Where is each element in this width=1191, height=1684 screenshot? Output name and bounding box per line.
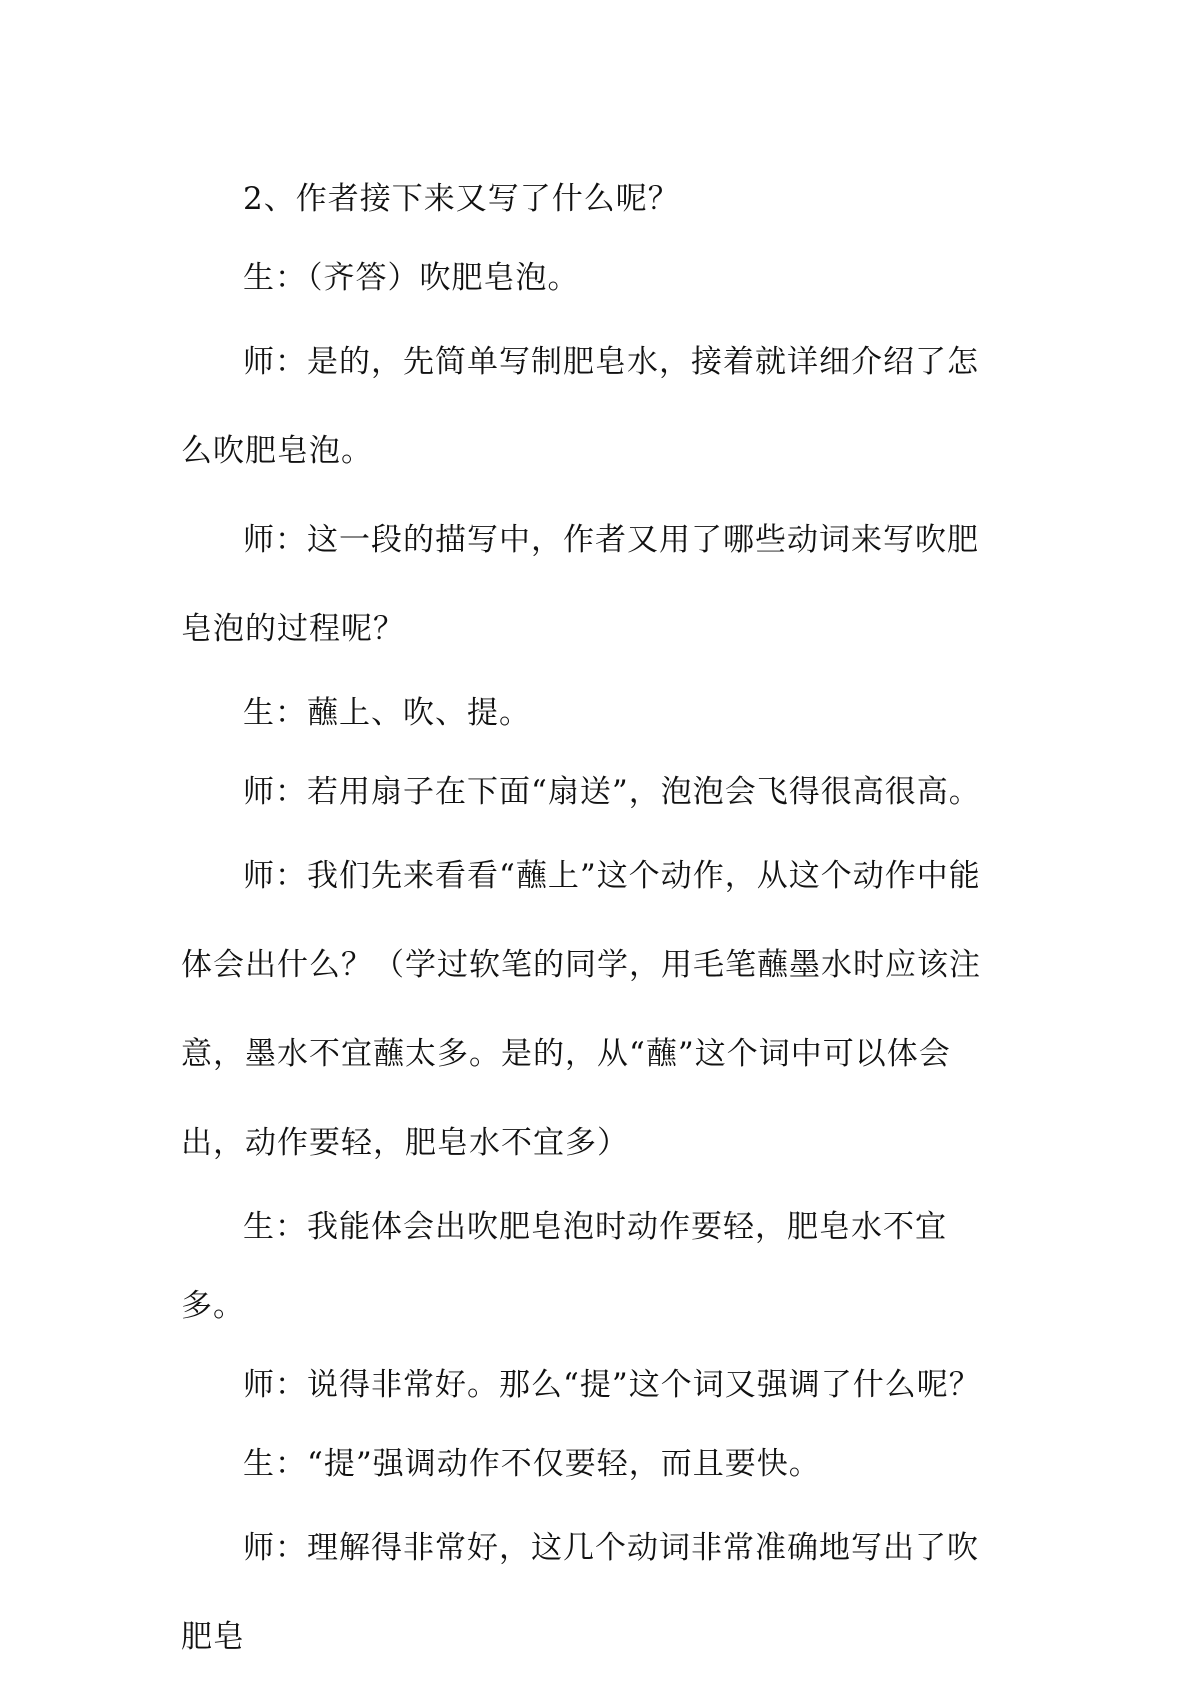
paragraph-7: 师：我们先来看看“蘸上”这个动作，从这个动作中能体会出什么？（学过软笔的同学，用毛笔蘸墨水时应该注意，墨水不宜蘸太多。是的，从“蘸”这个词中可以体会出，动作要轻，肥皂水不宜多）: [181, 858, 981, 1161]
paragraph-11: 师：理解得非常好，这几个动词非常准确地写出了吹肥皂: [181, 1530, 979, 1655]
paragraph-1: 2、作者接下来又写了什么呢？: [243, 181, 680, 217]
paragraph-2: 生：（齐答）吹肥皂泡。: [243, 260, 580, 296]
paragraph-10: 生：“提”强调动作不仅要轻，而且要快。: [243, 1446, 821, 1482]
document-body: [181, 160, 1001, 1682]
paragraph-3: 师：是的，先简单写制肥皂水，接着就详细介绍了怎么吹肥皂泡。: [181, 344, 979, 469]
paragraph-6: 师：若用扇子在下面“扇送”，泡泡会飞得很高很高。: [243, 774, 981, 810]
paragraph-5: 生：蘸上、吹、提。: [243, 695, 531, 731]
paragraph-8: 生：我能体会出吹肥皂泡时动作要轻，肥皂水不宜多。: [181, 1209, 947, 1324]
paragraph-4: 师：这一段的描写中，作者又用了哪些动词来写吹肥皂泡的过程呢？: [181, 522, 979, 647]
paragraph-9: 师：说得非常好。那么“提”这个词又强调了什么呢？: [243, 1367, 981, 1403]
